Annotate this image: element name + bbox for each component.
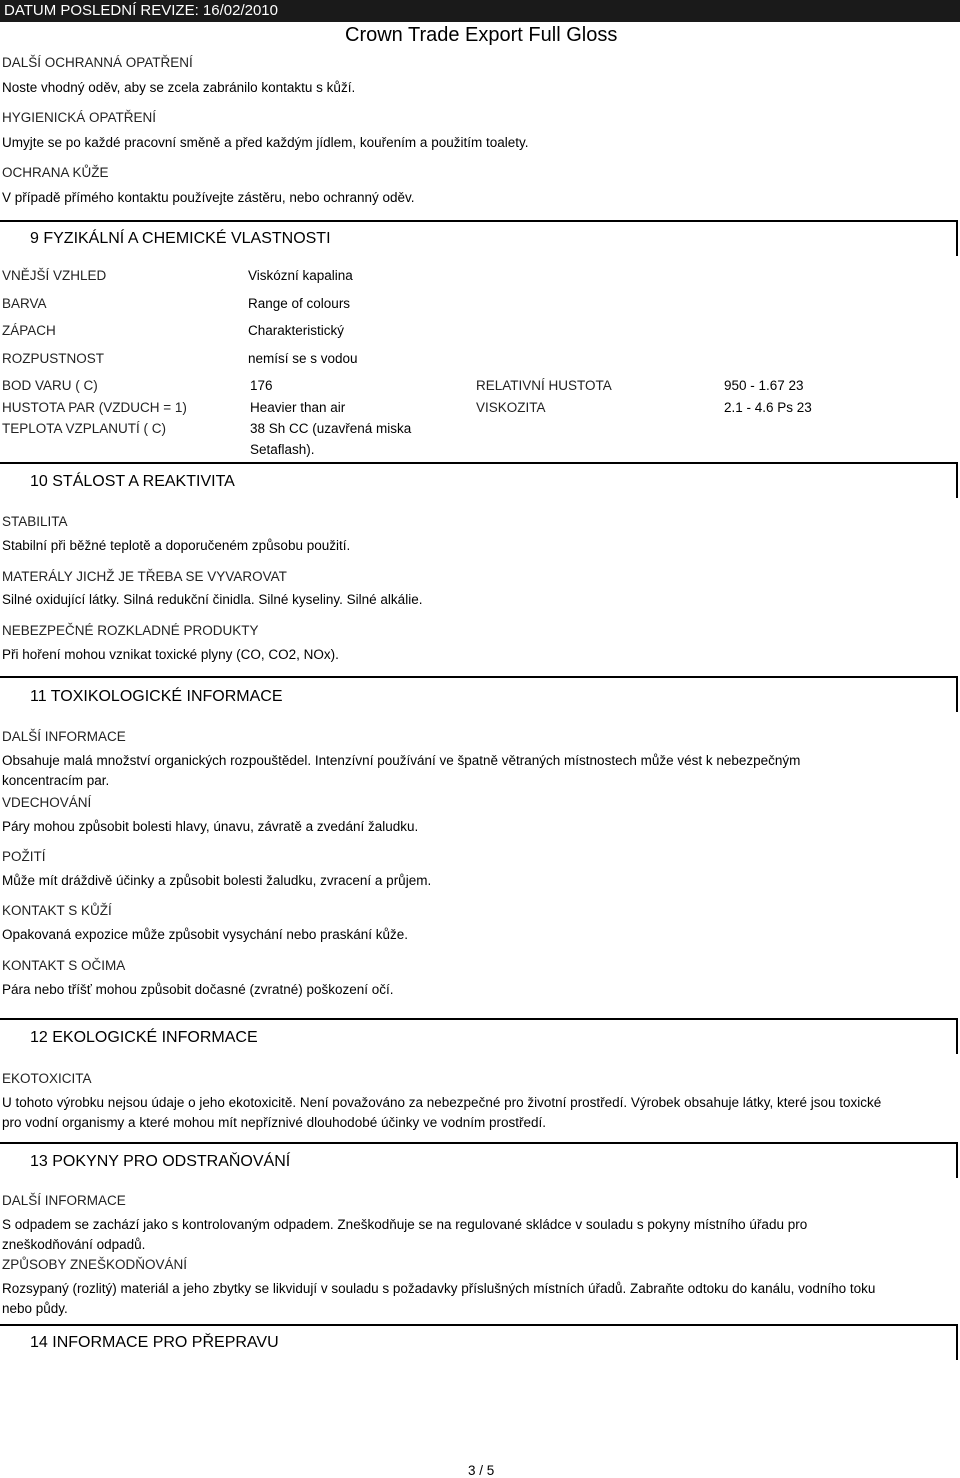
hygiene-label: HYGIENICKÁ OPATŘENÍ bbox=[2, 110, 157, 125]
ecotoxicity-label: EKOTOXICITA bbox=[2, 1071, 92, 1086]
hygiene-text: Umyjte se po každé pracovní směně a před každým jídlem, kouřením a použitím toalety. bbox=[2, 135, 529, 150]
skin-contact-text: Opakovaná expozice může způsobit vysychání nebo praskání kůže. bbox=[2, 927, 408, 942]
inhalation-label: VDECHOVÁNÍ bbox=[2, 795, 92, 810]
appearance-value: Viskózní kapalina bbox=[248, 268, 353, 283]
other-protection-label: DALŠÍ OCHRANNÁ OPATŘENÍ bbox=[2, 55, 193, 70]
odour-label: ZÁPACH bbox=[2, 323, 56, 338]
product-name: Crown Trade Export Full Gloss bbox=[345, 24, 618, 46]
stability-text: Stabilní při běžné teplotě a doporučeném způsobu použití. bbox=[2, 538, 351, 553]
inhalation-text: Páry mohou způsobit bolesti hlavy, únavu, závratě a zvedání žaludku. bbox=[2, 819, 419, 834]
odour-value: Charakteristický bbox=[248, 323, 345, 338]
colour-label: BARVA bbox=[2, 296, 47, 311]
skin-protection-text: V případě přímého kontaktu používejte zástěru, nebo ochranný oděv. bbox=[2, 190, 415, 205]
section-13-title: 13 POKYNY PRO ODSTRAŇOVÁNÍ bbox=[30, 1153, 291, 1170]
eye-contact-text: Pára nebo tříšť mohou způsobit dočasné (zvratné) poškození očí. bbox=[2, 982, 394, 997]
skin-protection-label: OCHRANA KŮŽE bbox=[2, 165, 109, 180]
flash-point-value-line-1: 38 Sh CC (uzavřená miska bbox=[250, 421, 412, 436]
skin-contact-label: KONTAKT S KŮŽÍ bbox=[2, 903, 112, 918]
tox-other-text: Obsahuje malá množství organických rozpouštědel. Intenzívní používání ve špatně větraných místnostech může vést k nebezpečným koncentracím par. bbox=[2, 753, 801, 788]
section-12-header bbox=[0, 1018, 958, 1054]
section-9-title: 9 FYZIKÁLNÍ A CHEMICKÉ VLASTNOSTI bbox=[30, 230, 331, 247]
eye-contact-label: KONTAKT S OČIMA bbox=[2, 958, 126, 973]
colour-value: Range of colours bbox=[248, 296, 351, 311]
ingestion-label: POŽITÍ bbox=[2, 849, 46, 864]
section-14-header bbox=[0, 1324, 958, 1360]
stability-label: STABILITA bbox=[2, 514, 68, 529]
disposal-methods-text: Rozsypaný (rozlitý) materiál a jeho zbytky se likvidují v souladu s požadavky příslušných místních úřadů. Zabraňte odtoku do kanálu, vodního toku nebo půdy. bbox=[2, 1281, 876, 1316]
viscosity-value: 2.1 - 4.6 Ps 23 bbox=[724, 400, 812, 415]
section-10-title: 10 STÁLOST A REAKTIVITA bbox=[30, 473, 235, 490]
materials-to-avoid-label: MATERÁLY JICHŽ JE TŘEBA SE VYVAROVAT bbox=[2, 569, 287, 584]
ingestion-text: Může mít dráždivě účinky a způsobit bolesti žaludku, zvracení a průjem. bbox=[2, 873, 432, 888]
disposal-methods-label: ZPŮSOBY ZNEŠKODŇOVÁNÍ bbox=[2, 1257, 188, 1272]
section-9-header bbox=[0, 220, 958, 256]
flash-point-value-line-2: Setaflash). bbox=[250, 442, 315, 457]
section-13-header bbox=[0, 1142, 958, 1178]
boiling-point-label: BOD VARU ( C) bbox=[2, 378, 98, 393]
disposal-other-text: S odpadem se zachází jako s kontrolovaným odpadem. Zneškodňuje se na regulované skládce v souladu s pokyny místního úřadu pro zneškodňování odpadů. bbox=[2, 1217, 808, 1252]
vapour-density-value: Heavier than air bbox=[250, 400, 346, 415]
section-11-header bbox=[0, 676, 958, 712]
tox-other-label: DALŠÍ INFORMACE bbox=[2, 729, 126, 744]
relative-density-value: 950 - 1.67 23 bbox=[724, 378, 804, 393]
decomposition-text: Při hoření mohou vznikat toxické plyny (CO, CO2, NOx). bbox=[2, 647, 339, 662]
solubility-label: ROZPUSTNOST bbox=[2, 351, 105, 366]
decomposition-label: NEBEZPEČNÉ ROZKLADNÉ PRODUKTY bbox=[2, 623, 259, 638]
section-12-title: 12 EKOLOGICKÉ INFORMACE bbox=[30, 1029, 258, 1046]
appearance-label: VNĚJŠÍ VZHLED bbox=[2, 268, 107, 283]
section-10-header bbox=[0, 462, 958, 498]
relative-density-label: RELATIVNÍ HUSTOTA bbox=[476, 378, 612, 393]
page-number: 3 / 5 bbox=[468, 1463, 495, 1478]
flash-point-label: TEPLOTA VZPLANUTÍ ( C) bbox=[2, 421, 167, 436]
section-11-title: 11 TOXIKOLOGICKÉ INFORMACE bbox=[30, 688, 283, 705]
materials-to-avoid-text: Silné oxidující látky. Silná redukční činidla. Silné kyseliny. Silné alkálie. bbox=[2, 592, 423, 607]
other-protection-text: Noste vhodný oděv, aby se zcela zabránilo kontaktu s kůží. bbox=[2, 80, 356, 95]
viscosity-label: VISKOZITA bbox=[476, 400, 546, 415]
boiling-point-value: 176 bbox=[250, 378, 273, 393]
vapour-density-label: HUSTOTA PAR (VZDUCH = 1) bbox=[2, 400, 187, 415]
ecotoxicity-text: U tohoto výrobku nejsou údaje o jeho ekotoxicitě. Není považováno za nebezpečné pro životní prostředí. Výrobek obsahuje látky, které jsou toxické pro vodní organismy a které mohou mít nepříznivé dlouhodobé účinky ve vodním prostředí. bbox=[2, 1095, 882, 1130]
disposal-other-label: DALŠÍ INFORMACE bbox=[2, 1193, 126, 1208]
revision-date-bar bbox=[0, 0, 960, 22]
section-14-title: 14 INFORMACE PRO PŘEPRAVU bbox=[30, 1334, 279, 1351]
solubility-value: nemísí se s vodou bbox=[248, 351, 358, 366]
revision-date: DATUM POSLEDNÍ REVIZE: 16/02/2010 bbox=[4, 2, 278, 19]
